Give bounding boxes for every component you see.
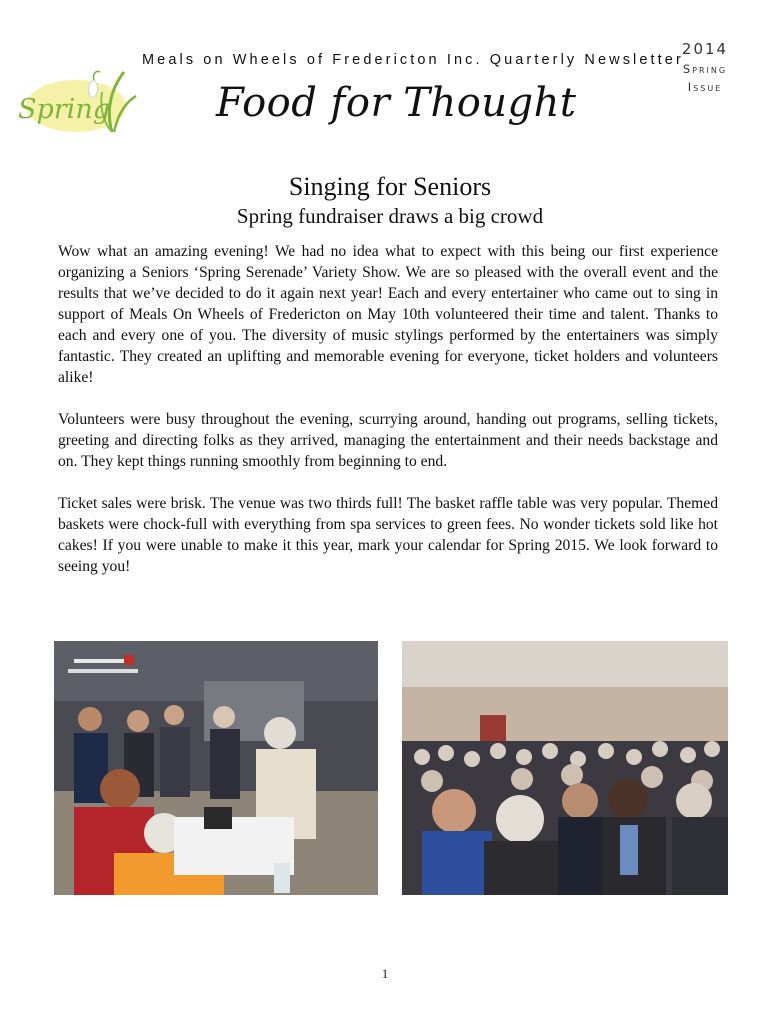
article-paragraph: Ticket sales were brisk. The venue was two thirds full! The basket raffle table was very popular. Themed baskets were chock-full with everything from spa services to green fees. No wonder tickets sold like hot cakes! If you were unable to make it this year, mark your calendar for Spring 2015. We look forward to seeing you!	[58, 495, 718, 575]
photo-volunteers-ticket-table	[54, 641, 378, 895]
page-number: 1	[381, 966, 389, 981]
issue-season: Spring	[682, 62, 728, 76]
issue-block	[660, 40, 750, 94]
photo-volunteers-icon	[54, 641, 378, 895]
article-headline: Singing for Seniors	[288, 172, 492, 201]
issue-label: Issue	[687, 80, 723, 94]
article-subheadline: Spring fundraiser draws a big crowd	[236, 204, 544, 228]
snowdrop-flower-icon	[14, 62, 140, 140]
photo-audience-seated	[402, 641, 728, 895]
issue-year: 2014	[681, 40, 729, 58]
newsletter-title: Food for Thought	[216, 80, 577, 126]
spring-logo	[14, 62, 140, 140]
article-body	[58, 241, 718, 598]
logo-text: Spring	[18, 94, 110, 125]
article-paragraph: Volunteers were busy throughout the evening, scurrying around, handing out programs, selling tickets, greeting and directing folks as they arrived, managing the entertainment and their needs backstage and on. They kept things running smoothly from beginning to end.	[58, 411, 718, 470]
photo-audience-icon	[402, 641, 728, 895]
article-paragraph: Wow what an amazing evening! We had no idea what to expect with this being our first experience organizing a Seniors ‘Spring Serenade’ Variety Show. We are so pleased with the overall event and the results that we’ve decided to do it again next year! Each and every entertainer who came out to sing in support of Meals On Wheels of Fredericton on May 10th volunteered their time and talent. Thanks to each and every one of you. The diversity of music stylings performed by the entertainers was simply fantastic. They created an uplifting and memorable evening for everyone, ticket holders and volunteers alike!	[58, 243, 718, 386]
organization-name: Meals on Wheels of Fredericton Inc. Quarterly Newsletter	[142, 52, 684, 68]
